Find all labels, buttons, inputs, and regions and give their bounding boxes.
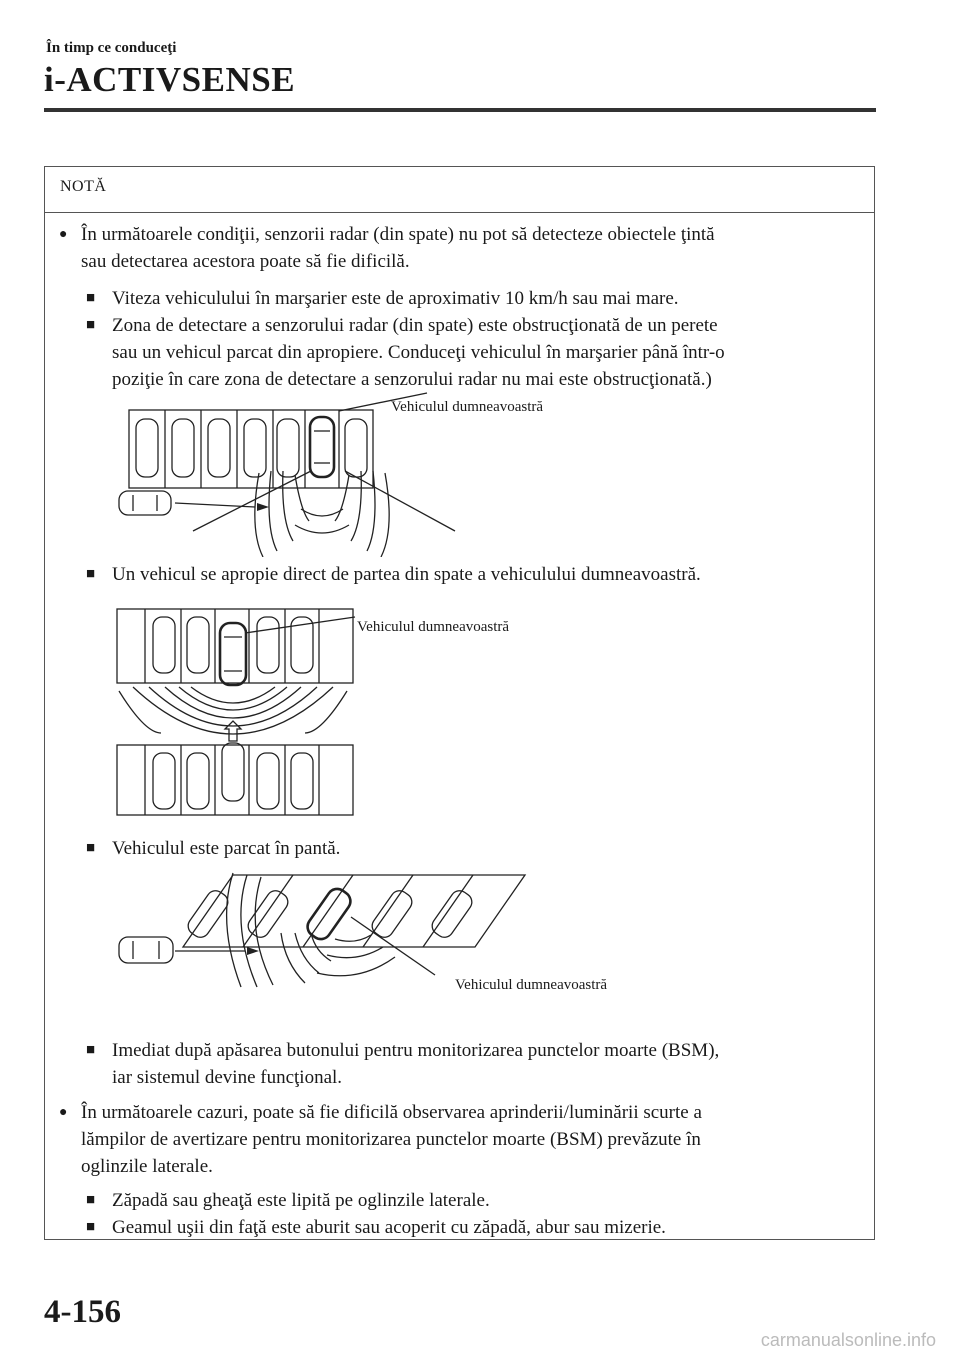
bullet-round: ● — [59, 1105, 68, 1120]
bullet-square: ■ — [86, 1219, 96, 1235]
bullet-square: ■ — [86, 566, 96, 582]
sub-a-line1: Viteza vehiculului în marşarier este de aproximativ 10 km/h sau mai mare. — [112, 288, 679, 309]
sub-c-line1: Un vehicul se apropie direct de partea din spate a vehiculului dumneavoastră. — [112, 564, 701, 585]
item1-line1: În următoarele condiţii, senzorii radar (din spate) nu pot să detecteze obiectele ţintă — [81, 224, 715, 245]
section-label: În timp ce conduceţi — [46, 40, 177, 56]
chapter-title: i-ACTIVSENSE — [44, 60, 296, 99]
figure-2-label: Vehiculul dumneavoastră — [357, 619, 510, 635]
bullet-square: ■ — [86, 1042, 96, 1058]
bullet-square: ■ — [86, 317, 96, 333]
figure-3-label: Vehiculul dumneavoastră — [455, 977, 608, 993]
watermark: carmanualsonline.info — [760, 1330, 936, 1350]
bullet-square: ■ — [86, 1192, 96, 1208]
item2-line2: lămpilor de avertizare pentru monitorizarea punctelor moarte (BSM) prevăzute în — [81, 1129, 701, 1150]
item2-sub-b: Geamul uşii din faţă este aburit sau acoperit cu zăpadă, abur sau mizerie. — [112, 1217, 666, 1238]
note-title: NOTĂ — [60, 178, 107, 195]
item1-line2: sau detectarea acestora poate să fie dificilă. — [81, 251, 410, 272]
sub-b-line1: Zona de detectare a senzorului radar (din spate) este obstrucţionată de un perete — [112, 315, 718, 336]
item2-line1: În următoarele cazuri, poate să fie dificilă observarea aprinderii/luminării scurte a — [81, 1102, 702, 1123]
sub-e-line2: iar sistemul devine funcţional. — [112, 1067, 343, 1088]
note-header — [45, 167, 874, 213]
sub-b-line3: poziţie în care zona de detectare a senzorului radar nu mai este obstrucţionată.) — [112, 369, 712, 390]
sub-d-line1: Vehiculul este parcat în pantă. — [112, 838, 341, 859]
item2-sub-a: Zăpadă sau gheaţă este lipită pe oglinzile laterale. — [112, 1190, 490, 1211]
bullet-square: ■ — [86, 840, 96, 856]
page-number: 4-156 — [44, 1294, 121, 1330]
item2-line3: oglinzile laterale. — [81, 1156, 213, 1177]
figure-1-label: Vehiculul dumneavoastră — [391, 399, 544, 415]
sub-b-line2: sau un vehicul parcat din apropiere. Conduceţi vehiculul în marşarier până într-o — [112, 342, 725, 363]
title-rule — [44, 108, 876, 112]
note-box — [44, 166, 875, 1240]
bullet-square: ■ — [86, 290, 96, 306]
sub-e-line1: Imediat după apăsarea butonului pentru monitorizarea punctelor moarte (BSM), — [112, 1040, 720, 1061]
bullet-round: ● — [59, 227, 68, 242]
figure-1 — [105, 391, 665, 557]
